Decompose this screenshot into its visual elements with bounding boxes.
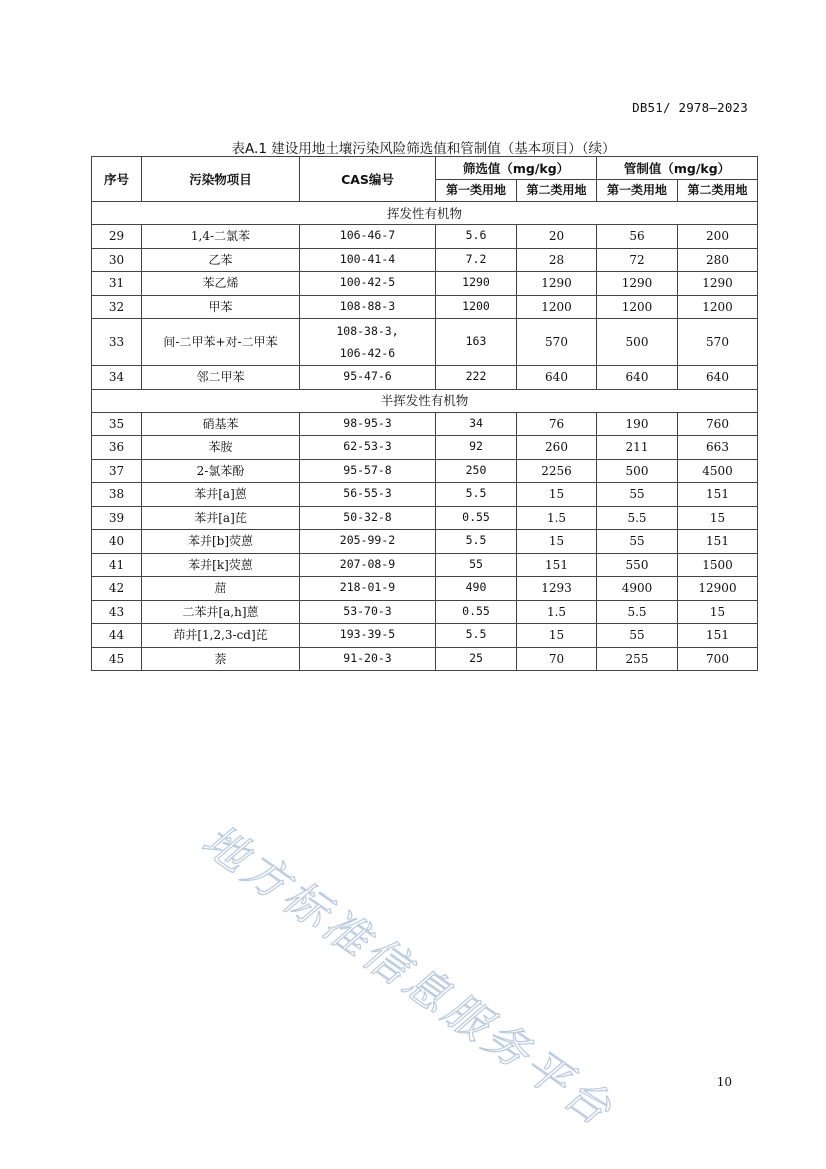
cell-seq: 37 [92, 459, 142, 483]
cell-screening-class2: 151 [517, 553, 597, 577]
cell-screening-class2: 640 [517, 366, 597, 390]
cell-pollutant: 二苯并[a,h]蒽 [142, 600, 300, 624]
cell-seq: 40 [92, 530, 142, 554]
col-header-control-class2: 第二类用地 [678, 180, 758, 202]
table-row [92, 624, 758, 648]
cell-control-class1: 190 [597, 412, 678, 436]
cell-screening-class2: 260 [517, 436, 597, 460]
cell-seq: 36 [92, 436, 142, 460]
cell-control-class1: 5.5 [597, 506, 678, 530]
cell-screening-class2: 2256 [517, 459, 597, 483]
cell-cas: 108-88-3 [300, 295, 436, 319]
cell-control-class1: 500 [597, 459, 678, 483]
cell-screening-class2: 1.5 [517, 506, 597, 530]
cell-seq: 42 [92, 577, 142, 601]
cell-control-class1: 211 [597, 436, 678, 460]
cell-screening-class1: 92 [436, 436, 517, 460]
cell-pollutant: 苯胺 [142, 436, 300, 460]
table-row [92, 553, 758, 577]
cell-screening-class2: 70 [517, 647, 597, 671]
table-row [92, 483, 758, 507]
col-header-control: 管制值（mg/kg） [597, 157, 758, 180]
cell-pollutant: 苯并[k]荧蒽 [142, 553, 300, 577]
cell-screening-class1: 5.5 [436, 530, 517, 554]
cell-screening-class1: 1290 [436, 272, 517, 296]
cell-screening-class2: 76 [517, 412, 597, 436]
cell-pollutant: 1,4-二氯苯 [142, 225, 300, 249]
cell-screening-class1: 0.55 [436, 506, 517, 530]
cell-screening-class1: 7.2 [436, 248, 517, 272]
cell-screening-class1: 5.5 [436, 483, 517, 507]
cell-cas: 106-46-7 [300, 225, 436, 249]
cell-screening-class2: 1293 [517, 577, 597, 601]
table-row [92, 459, 758, 483]
cell-screening-class2: 1290 [517, 272, 597, 296]
cell-control-class1: 5.5 [597, 600, 678, 624]
cell-control-class1: 55 [597, 624, 678, 648]
cell-cas: 53-70-3 [300, 600, 436, 624]
cell-cas: 95-47-6 [300, 366, 436, 390]
col-header-screening-class1: 第一类用地 [436, 180, 517, 202]
cell-screening-class2: 570 [517, 319, 597, 366]
cell-pollutant: 萘 [142, 647, 300, 671]
cell-control-class1: 550 [597, 553, 678, 577]
cell-screening-class1: 55 [436, 553, 517, 577]
cell-cas: 218-01-9 [300, 577, 436, 601]
cell-control-class2: 280 [678, 248, 758, 272]
cell-seq: 33 [92, 319, 142, 366]
table-caption: 表A.1 建设用地土壤污染风险筛选值和管制值（基本项目）（续） [231, 141, 616, 157]
cell-screening-class1: 5.6 [436, 225, 517, 249]
cell-seq: 29 [92, 225, 142, 249]
cell-screening-class1: 34 [436, 412, 517, 436]
table-row [92, 530, 758, 554]
cell-control-class1: 56 [597, 225, 678, 249]
cell-pollutant: 䓛 [142, 577, 300, 601]
table-row [92, 647, 758, 671]
page-number: 10 [716, 1075, 732, 1089]
cell-cas: 95-57-8 [300, 459, 436, 483]
cell-pollutant: 间-二甲苯+对-二甲苯 [142, 319, 300, 366]
col-header-seq: 序号 [92, 157, 142, 202]
cell-screening-class1: 222 [436, 366, 517, 390]
cell-pollutant: 2-氯苯酚 [142, 459, 300, 483]
cell-cas: 108-38-3, 106-42-6 [300, 319, 436, 366]
cell-control-class2: 200 [678, 225, 758, 249]
cell-cas: 100-41-4 [300, 248, 436, 272]
cell-control-class2: 1290 [678, 272, 758, 296]
table-row [92, 506, 758, 530]
table-row [92, 366, 758, 390]
cell-pollutant: 邻二甲苯 [142, 366, 300, 390]
table-row [92, 319, 758, 366]
section-title: 挥发性有机物 [92, 202, 758, 225]
cell-seq: 31 [92, 272, 142, 296]
table-row [92, 600, 758, 624]
cell-cas: 62-53-3 [300, 436, 436, 460]
cell-seq: 30 [92, 248, 142, 272]
cell-screening-class1: 490 [436, 577, 517, 601]
cell-seq: 34 [92, 366, 142, 390]
cell-pollutant: 硝基苯 [142, 412, 300, 436]
cell-screening-class2: 1.5 [517, 600, 597, 624]
cell-screening-class2: 15 [517, 483, 597, 507]
cell-pollutant: 苯乙烯 [142, 272, 300, 296]
cell-seq: 41 [92, 553, 142, 577]
cell-screening-class2: 20 [517, 225, 597, 249]
table-row [92, 412, 758, 436]
cell-control-class2: 12900 [678, 577, 758, 601]
cell-control-class1: 72 [597, 248, 678, 272]
cell-cas: 56-55-3 [300, 483, 436, 507]
cell-control-class2: 151 [678, 530, 758, 554]
table-row [92, 248, 758, 272]
cell-cas: 205-99-2 [300, 530, 436, 554]
document-id: DB51/ 2978—2023 [632, 100, 748, 115]
cell-cas: 193-39-5 [300, 624, 436, 648]
cell-control-class1: 55 [597, 530, 678, 554]
table-row [92, 225, 758, 249]
cell-control-class2: 151 [678, 483, 758, 507]
cell-seq: 35 [92, 412, 142, 436]
cell-screening-class1: 0.55 [436, 600, 517, 624]
table-row [92, 295, 758, 319]
col-header-screening: 筛选值（mg/kg） [436, 157, 597, 180]
cell-control-class1: 55 [597, 483, 678, 507]
cell-pollutant: 甲苯 [142, 295, 300, 319]
cell-control-class2: 1500 [678, 553, 758, 577]
cell-control-class1: 1200 [597, 295, 678, 319]
cell-screening-class1: 25 [436, 647, 517, 671]
cell-control-class1: 4900 [597, 577, 678, 601]
col-header-screening-class2: 第二类用地 [517, 180, 597, 202]
cell-cas: 50-32-8 [300, 506, 436, 530]
cell-cas: 207-08-9 [300, 553, 436, 577]
col-header-control-class1: 第一类用地 [597, 180, 678, 202]
watermark: 地方标准信息服务平台 [192, 814, 624, 1138]
cell-control-class1: 255 [597, 647, 678, 671]
table-body [92, 202, 758, 671]
cell-screening-class1: 1200 [436, 295, 517, 319]
cell-control-class1: 640 [597, 366, 678, 390]
cell-seq: 38 [92, 483, 142, 507]
col-header-cas: CAS编号 [300, 157, 436, 202]
cell-screening-class2: 15 [517, 624, 597, 648]
table-row [92, 272, 758, 296]
standards-table [91, 156, 758, 671]
cell-control-class2: 15 [678, 600, 758, 624]
cell-screening-class2: 28 [517, 248, 597, 272]
cell-control-class1: 500 [597, 319, 678, 366]
cell-control-class2: 663 [678, 436, 758, 460]
cell-control-class1: 1290 [597, 272, 678, 296]
cell-control-class2: 700 [678, 647, 758, 671]
cell-control-class2: 151 [678, 624, 758, 648]
cell-pollutant: 苯并[a]芘 [142, 506, 300, 530]
table-row [92, 577, 758, 601]
cell-control-class2: 640 [678, 366, 758, 390]
cell-control-class2: 15 [678, 506, 758, 530]
cell-pollutant: 茚并[1,2,3-cd]芘 [142, 624, 300, 648]
cell-seq: 45 [92, 647, 142, 671]
cell-seq: 44 [92, 624, 142, 648]
cell-seq: 32 [92, 295, 142, 319]
table-row [92, 436, 758, 460]
cell-control-class2: 760 [678, 412, 758, 436]
cell-screening-class1: 5.5 [436, 624, 517, 648]
cell-screening-class1: 250 [436, 459, 517, 483]
col-header-pollutant: 污染物项目 [142, 157, 300, 202]
cell-pollutant: 乙苯 [142, 248, 300, 272]
cell-cas: 91-20-3 [300, 647, 436, 671]
section-row [92, 202, 758, 225]
section-row [92, 389, 758, 412]
cell-pollutant: 苯并[b]荧蒽 [142, 530, 300, 554]
cell-cas: 100-42-5 [300, 272, 436, 296]
cell-screening-class2: 15 [517, 530, 597, 554]
cell-control-class2: 570 [678, 319, 758, 366]
cell-screening-class2: 1200 [517, 295, 597, 319]
cell-control-class2: 1200 [678, 295, 758, 319]
section-title: 半挥发性有机物 [92, 389, 758, 412]
cell-pollutant: 苯并[a]蒽 [142, 483, 300, 507]
cell-seq: 39 [92, 506, 142, 530]
cell-control-class2: 4500 [678, 459, 758, 483]
cell-screening-class1: 163 [436, 319, 517, 366]
cell-seq: 43 [92, 600, 142, 624]
cell-cas: 98-95-3 [300, 412, 436, 436]
